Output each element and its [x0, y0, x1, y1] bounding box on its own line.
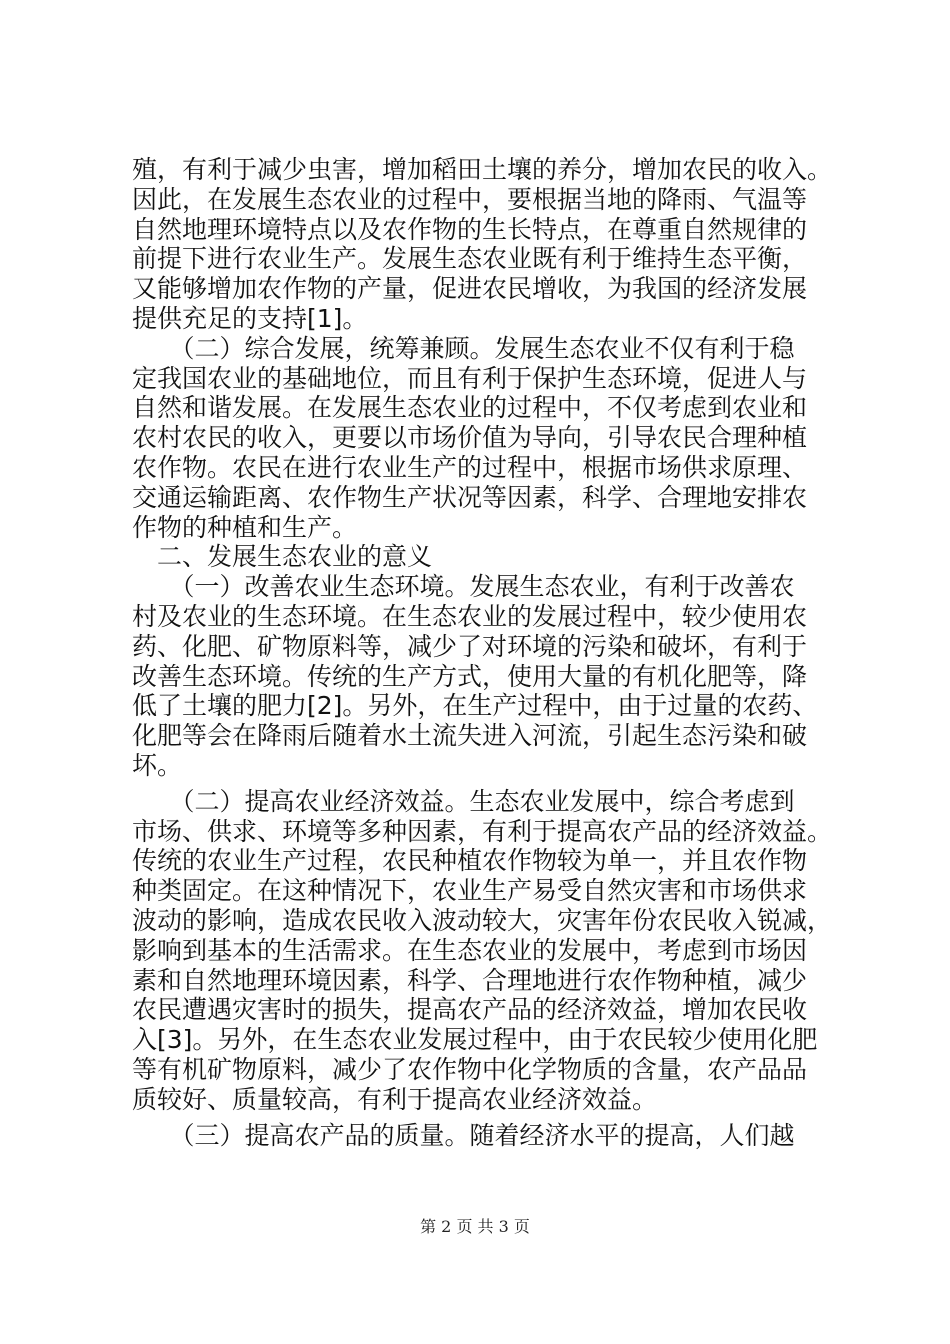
heading-line: 二、发展生态农业的意义: [132, 542, 433, 572]
text-line: 药、化肥、矿物原料等，减少了对环境的污染和破坏，有利于: [132, 631, 808, 661]
text-line: 定我国农业的基础地位，而且有利于保护生态环境，促进人与: [132, 363, 808, 393]
paragraph: [132, 572, 832, 781]
page-number-footer: 第 2 页 共 3 页: [420, 1217, 530, 1236]
text-line: 坏。: [132, 750, 183, 780]
body-text: [132, 155, 832, 1150]
text-line: 入[3]。另外，在生态农业发展过程中，由于农民较少使用化肥: [132, 1025, 818, 1055]
text-line: 前提下进行农业生产。发展生态农业既有利于维持生态平衡，: [132, 244, 808, 274]
text-line: （三）提高农产品的质量。随着经济水平的提高，人们越: [132, 1120, 795, 1150]
text-line: 影响到基本的生活需求。在生态农业的发展中，考虑到市场因: [132, 935, 808, 965]
text-line: 等有机矿物原料，减少了农作物中化学物质的含量，农产品品: [132, 1054, 808, 1084]
text-line: 农民遭遇灾害时的损失，提高农产品的经济效益，增加农民收: [132, 995, 808, 1025]
text-line: 又能够增加农作物的产量，促进农民增收，为我国的经济发展: [132, 274, 808, 304]
text-line: 因此，在发展生态农业的过程中，要根据当地的降雨、气温等: [132, 184, 808, 214]
text-line: 殖，有利于减少虫害，增加稻田土壤的养分，增加农民的收入。: [132, 155, 833, 184]
text-line: 质较好、质量较高，有利于提高农业经济效益。: [132, 1084, 658, 1114]
text-line: （二）综合发展，统筹兼顾。发展生态农业不仅有利于稳: [132, 333, 795, 363]
text-line: （二）提高农业经济效益。生态农业发展中，综合考虑到: [132, 786, 795, 816]
section-heading: [132, 542, 832, 572]
text-line: 自然地理环境特点以及农作物的生长特点，在尊重自然规律的: [132, 214, 808, 244]
text-line: 市场、供求、环境等多种因素，有利于提高农产品的经济效益。: [132, 816, 833, 846]
text-line: 波动的影响，造成农民收入波动较大，灾害年份农民收入锐减，: [132, 905, 833, 935]
text-line: 传统的农业生产过程，农民种植农作物较为单一，并且农作物: [132, 846, 808, 876]
paragraph: [132, 334, 832, 543]
text-line: 作物的种植和生产。: [132, 512, 358, 542]
text-line: 农村农民的收入，更要以市场价值为导向，引导农民合理种植: [132, 423, 808, 453]
text-line: 改善生态环境。传统的生产方式，使用大量的有机化肥等，降: [132, 661, 808, 691]
text-line: 低了土壤的肥力[2]。另外，在生产过程中，由于过量的农药、: [132, 691, 818, 721]
text-line: 提供充足的支持[1]。: [132, 303, 368, 333]
text-line: （一）改善农业生态环境。发展生态农业，有利于改善农: [132, 572, 795, 602]
text-line: 村及农业的生态环境。在生态农业的发展过程中，较少使用农: [132, 601, 808, 631]
paragraph: [132, 787, 832, 1115]
text-line: 交通运输距离、农作物生产状况等因素，科学、合理地安排农: [132, 482, 808, 512]
text-line: 农作物。农民在进行农业生产的过程中，根据市场供求原理、: [132, 452, 808, 482]
text-line: 种类固定。在这种情况下，农业生产易受自然灾害和市场供求: [132, 876, 808, 906]
paragraph: [132, 155, 832, 334]
text-line: 自然和谐发展。在发展生态农业的过程中，不仅考虑到农业和: [132, 393, 808, 423]
paragraph: [132, 1121, 832, 1151]
text-line: 素和自然地理环境因素，科学、合理地进行农作物种植，减少: [132, 965, 808, 995]
text-line: 化肥等会在降雨后随着水土流失进入河流，引起生态污染和破: [132, 721, 808, 751]
